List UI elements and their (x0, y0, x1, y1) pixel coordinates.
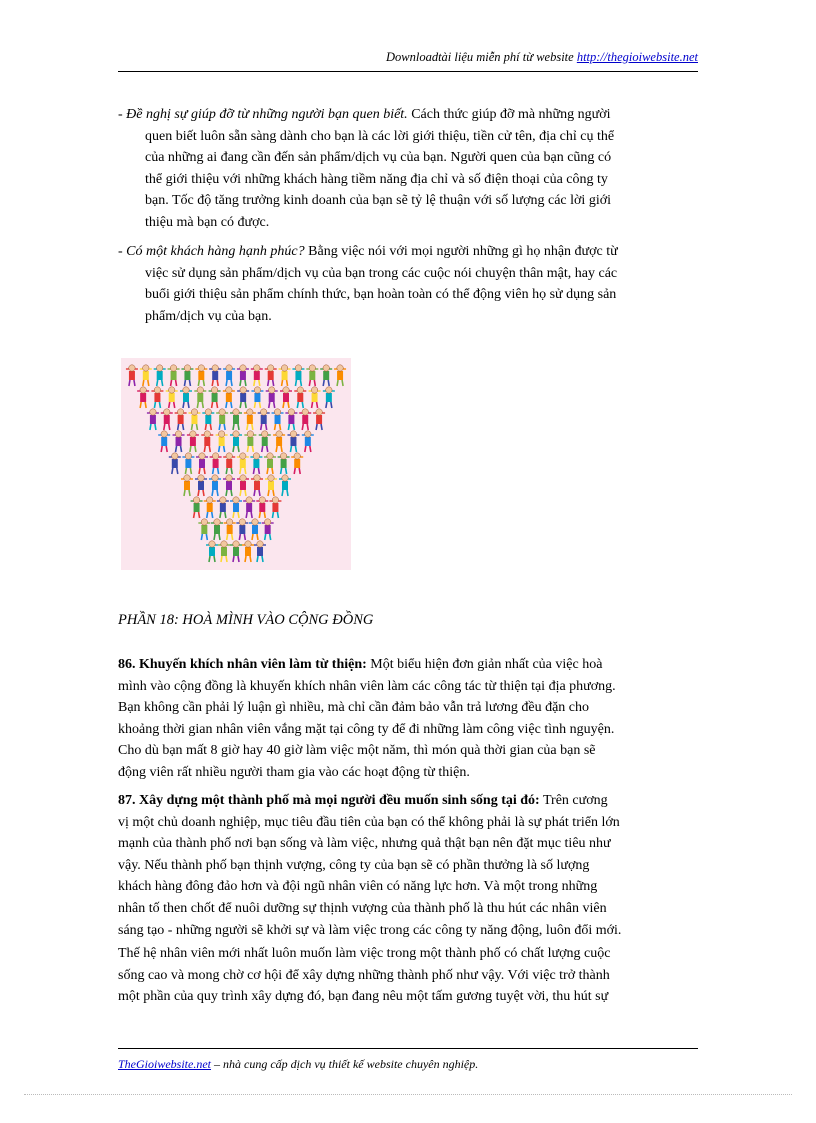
paragraph-first-line: 87. Xây dựng một thành phố mà mọi người đều muốn sinh sống tại đó: Trên cương (118, 793, 608, 808)
page-footer (118, 1057, 478, 1072)
bullet-first-line: - Đề nghị sự giúp đỡ từ những người bạn quen biết. Cách thức giúp đỡ mà những người (118, 107, 611, 122)
paragraph-line: vậy. Nếu thành phố bạn thịnh vượng, công ty của bạn sẽ có phần thưởng là số lượng (118, 857, 590, 873)
bullet-line: của những ai đang cần đến sản phẩm/dịch vụ của bạn. Người quen của bạn cũng có (145, 150, 612, 165)
paragraph-87 (118, 790, 698, 941)
paragraph-line: khoảng thời gian nhân viên vắng mặt tại công ty để đi những làm công việc tình nguyện. (118, 721, 615, 737)
bullet-happy-customer (118, 241, 698, 327)
footer-text: – nhà cung cấp dịch vụ thiết kế website chuyên nghiệp. (211, 1057, 479, 1071)
paragraph-line: mình vào cộng đồng là khuyến khích nhân viên làm các công tác từ thiện tại địa phương. (118, 678, 616, 694)
community-people-illustration (121, 358, 351, 570)
bullet-line: thể giới thiệu với những khách hàng tiềm năng địa chỉ và số điện thoại của công ty (145, 171, 608, 187)
bullet-first-line: - Có một khách hàng hạnh phúc? Bằng việc nói với mọi người những gì họ nhận được từ (118, 244, 618, 259)
paragraph-next-generation (118, 943, 698, 1008)
paragraph-line: Thế hệ nhân viên mới nhất luôn muốn làm việc trong một thành phố có chất lượng cuộc (118, 946, 611, 961)
crowd-pyramid-image (121, 358, 351, 570)
paragraph-line: sáng tạo - những người sẽ khởi sự và làm việc trong các công ty năng động, luôn đổi mới. (118, 922, 622, 938)
section-title: PHẦN 18: HOÀ MÌNH VÀO CỘNG ĐỒNG (118, 612, 374, 628)
header-divider (118, 71, 698, 72)
paragraph-first-line: 86. Khuyến khích nhân viên làm từ thiện: Một biểu hiện đơn giản nhất của việc hoà (118, 657, 603, 672)
paragraph-line: mạnh của thành phố nơi bạn sống và làm việc, nhưng quả thật bạn nên đặt mục tiêu như (118, 836, 611, 852)
bullet-line: quen biết luôn sẵn sàng dành cho bạn là các lời giới thiệu, tiền cử tên, địa chỉ cụ thể (145, 128, 615, 144)
bullet-lead: - Có một khách hàng hạnh phúc? (118, 244, 305, 259)
paragraph-line: khách hàng đông đảo hơn và đội ngũ nhân viên có năng lực hơn. Và một trong những (118, 879, 598, 895)
paragraph-line: nhân tố then chốt để nuôi dưỡng sự thịnh vượng của thành phố là thu hút các nhân viên (118, 900, 607, 916)
page-bottom-border (24, 1094, 792, 1095)
page-header (118, 50, 698, 65)
paragraph-line: động viên rất nhiều người tham gia vào các hoạt động từ thiện. (118, 764, 470, 780)
header-link[interactable]: http://thegioiwebsite.net (576, 50, 698, 64)
bullet-referrals (118, 104, 698, 233)
paragraph-86 (118, 654, 698, 784)
bullet-line: buổi giới thiệu sản phẩm chính thức, bạn hoàn toàn có thể động viên họ sử dụng sản (145, 287, 617, 302)
paragraph-line: sống cao và mong chờ cơ hội để xây dựng những thành phố như vậy. Với việc trở thành (118, 967, 610, 983)
bullet-line: phẩm/dịch vụ của bạn. (145, 308, 272, 324)
footer-link[interactable]: TheGioiwebsite.net (118, 1057, 211, 1071)
footer-divider (118, 1048, 698, 1049)
bullet-lead: - Đề nghị sự giúp đỡ từ những người bạn quen biết. (118, 107, 408, 122)
bullet-line: bạn. Tốc độ tăng trưởng kinh doanh của bạn sẽ tỷ lệ thuận với số lượng các lời giới (145, 193, 612, 208)
header-text: Downloadtài liệu miễn phí từ website (385, 50, 577, 64)
paragraph-heading: 87. Xây dựng một thành phố mà mọi người đều muốn sinh sống tại đó: (118, 793, 540, 808)
bullet-line: việc sử dụng sản phẩm/dịch vụ của bạn trong các cuộc nói chuyện thân mật, hay các (145, 265, 618, 281)
paragraph-line: Cho dù bạn mất 8 giờ hay 40 giờ làm việc một năm, thì món quà thời gian của bạn sẽ (118, 743, 596, 759)
paragraph-heading: 86. Khuyến khích nhân viên làm từ thiện: (118, 657, 367, 672)
paragraph-line: một phần của quy trình xây dựng đó, bạn đang nêu một tấm gương tuyệt vời, thu hút sự (118, 989, 609, 1005)
bullet-line: thiệu mà bạn có được. (145, 214, 270, 230)
paragraph-line: Bạn không cần phải lý luận gì nhiều, mà chỉ cần đảm bảo vẫn trả lương đều đặn cho (118, 700, 590, 716)
paragraph-line: vị một chủ doanh nghiệp, mục tiêu đầu tiên của bạn có thể không phải là sự phát triển lớn (118, 814, 620, 830)
